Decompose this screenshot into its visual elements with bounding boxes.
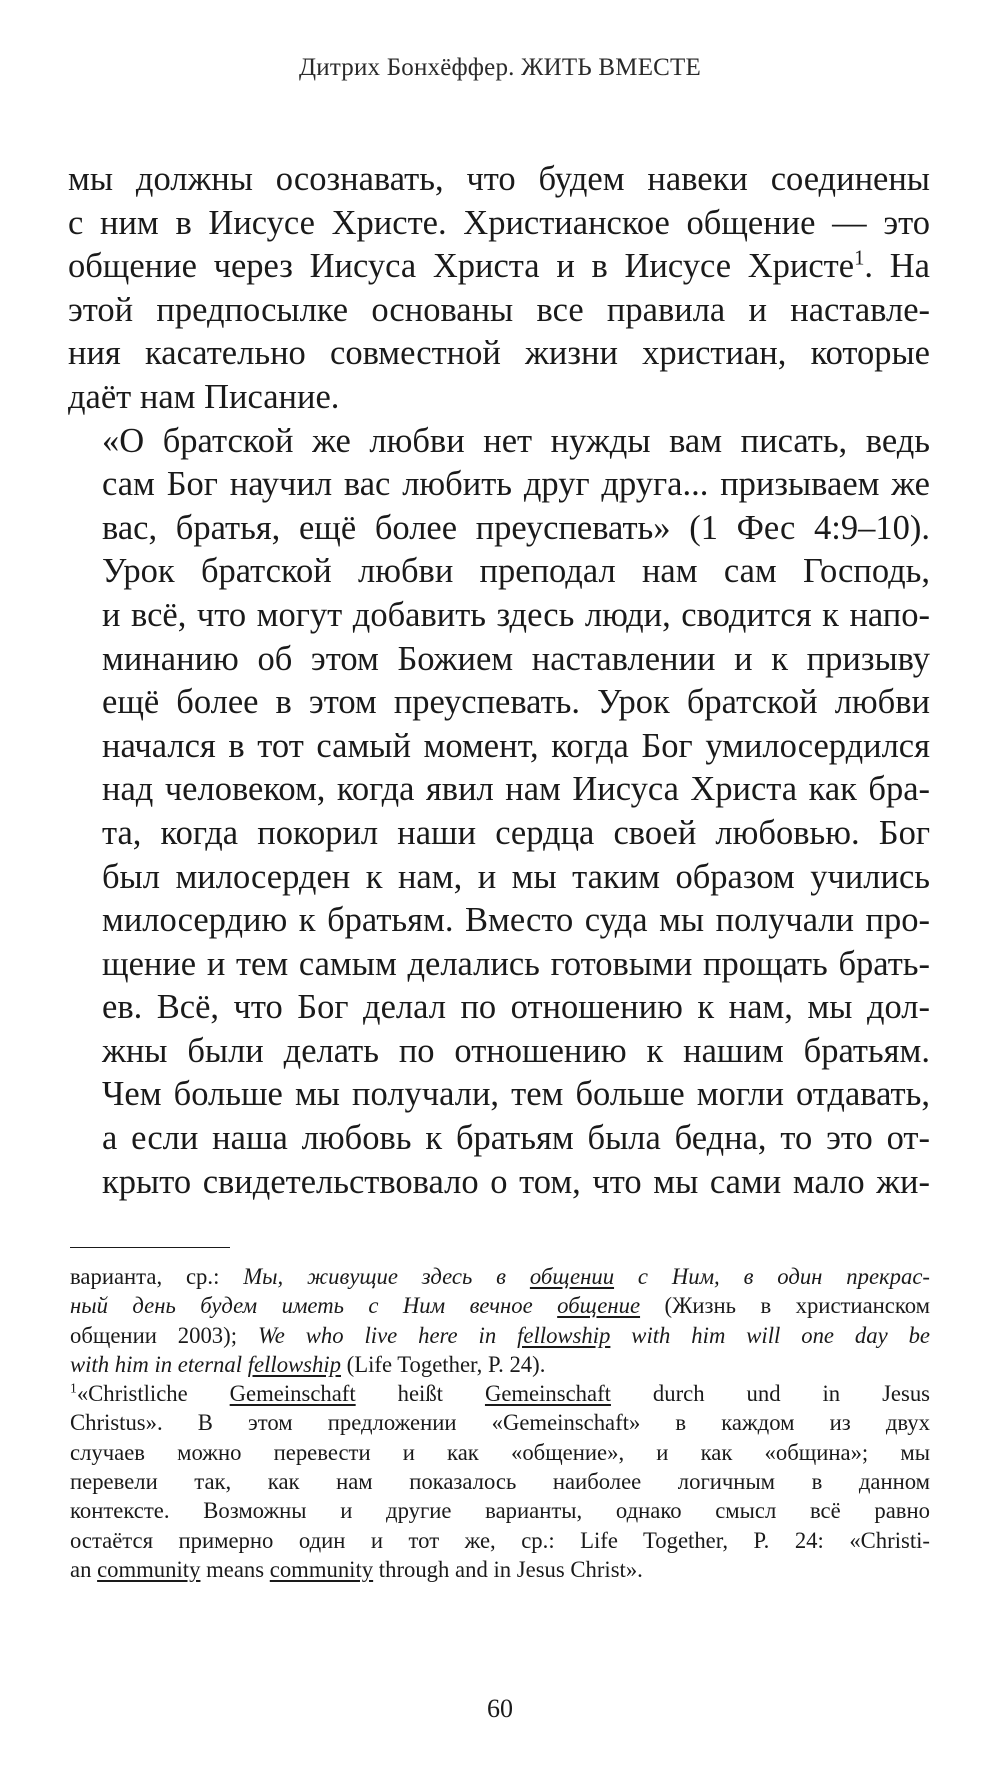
- text-line: Чем больше мы получали, тем больше могли отдавать,: [102, 1075, 930, 1114]
- note-line: with him in eternal fellowship (Life Together, P. 24).: [70, 1351, 546, 1377]
- text-line: милосердию к братьям. Вместо суда мы получали про-: [102, 901, 930, 940]
- running-header: Дитрих Бонхёффер. ЖИТЬ ВМЕСТЕ: [299, 54, 701, 81]
- note-line: ный день будем иметь с Ним вечное общение (Жизнь в христианском: [70, 1293, 930, 1319]
- note-line: Christus». В этом предложении «Gemeinschaft» в каждом из двух: [70, 1410, 930, 1436]
- footnote-1: [70, 1379, 930, 1584]
- footnotes: [70, 1262, 930, 1584]
- text-line: а если наша любовь к братьям была бедна, то это от-: [102, 1119, 930, 1158]
- text-line: мы должны осознавать, что будем навеки соединены: [68, 160, 930, 198]
- footnote-separator: [70, 1247, 230, 1248]
- page-number: 60: [487, 1694, 513, 1723]
- note-line: an community means community through and in Jesus Christ».: [70, 1556, 643, 1582]
- footnote-ref-1: 1: [854, 247, 865, 270]
- text-line: ев. Всё, что Бог делал по отношению к нам, мы дол-: [102, 988, 930, 1027]
- text-line: с ним в Иисусе Христе. Христианское общение — это: [68, 203, 930, 242]
- paragraph-1: [68, 158, 930, 420]
- text-line: даёт нам Писание.: [68, 377, 340, 416]
- paragraph-2: [68, 420, 930, 1205]
- text-line: этой предпосылке основаны все правила и наставле-: [68, 290, 930, 329]
- text-line: начался в тот самый момент, когда Бог умилосердился: [102, 726, 930, 765]
- text-line: жны были делать по отношению к нашим братьям.: [102, 1031, 930, 1070]
- text-line: над человеком, когда явил нам Иисуса Христа как бра-: [102, 770, 930, 809]
- note-line: перевели так, как нам показалось наиболее логичным в данном: [70, 1469, 930, 1495]
- text-line: Урок братской любви преподал нам сам Господь,: [102, 552, 930, 591]
- note-line: варианта, ср.: Мы, живущие здесь в общении с Ним, в один прекрас-: [70, 1264, 930, 1289]
- text-line: и всё, что могут добавить здесь люди, сводится к напо-: [102, 595, 930, 634]
- text-line: та, когда покорил наши сердца своей любовью. Бог: [102, 813, 930, 852]
- text-line: крыто свидетельствовало о том, что мы сами мало жи-: [102, 1162, 930, 1201]
- text-line: был милосерден к нам, и мы таким образом учились: [102, 857, 930, 896]
- note-line: общении 2003); We who live here in fellowship with him will one day be: [70, 1322, 930, 1348]
- text-line: сам Бог научил вас любить друг друга... призываем же: [102, 465, 930, 504]
- note-line: остаётся примерно один и тот же, ср.: Life Together, P. 24: «Christi-: [70, 1527, 930, 1553]
- footnote-continued: [70, 1262, 930, 1379]
- text-line: ещё более в этом преуспевать. Урок братской любви: [102, 683, 930, 722]
- main-text: [68, 158, 930, 1204]
- note-line: $^1$«Christliche Gemeinschaft heißt Gemeinschaft durch und in Jesus: [70, 1380, 930, 1407]
- footnote-number: 1: [70, 1380, 77, 1396]
- text-line: общение через Иисуса Христа и в Иисусе Христе$^1$. На: [68, 247, 930, 286]
- text-line: минанию об этом Божием наставлении и к призыву: [102, 639, 930, 678]
- text-line: ния касательно совместной жизни христиан, которые: [68, 334, 930, 373]
- text-line: щение и тем самым делались готовыми прощать брать-: [102, 944, 930, 983]
- note-line: контексте. Возможны и другие варианты, однако смысл всё равно: [70, 1498, 930, 1524]
- text-line: «О братской же любви нет нужды вам писать, ведь: [102, 421, 930, 460]
- text-line: вас, братья, ещё более преуспевать» (1 Фес 4:9–10).: [102, 508, 930, 547]
- note-line: случаев можно перевести и как «общение», и как «община»; мы: [70, 1439, 930, 1465]
